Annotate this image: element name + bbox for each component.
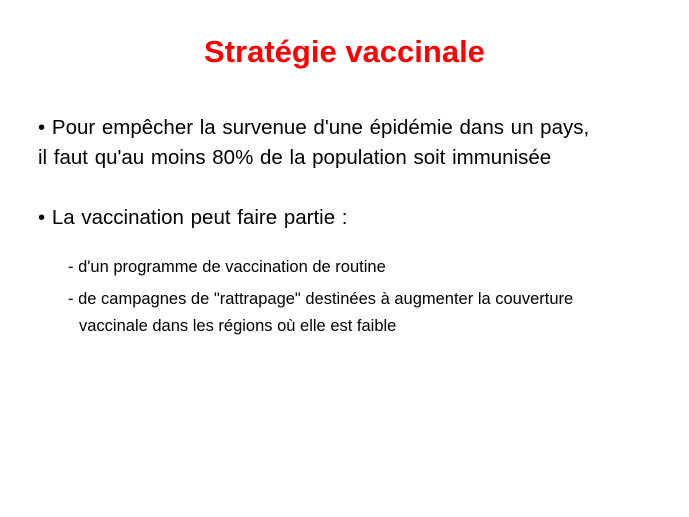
- bullet-text-line2: il faut qu'au moins 80% de la population soit immunisée: [38, 146, 552, 169]
- bullet-marker: •: [38, 116, 46, 139]
- sub-item-routine-program: [68, 254, 678, 281]
- sub-item-catch-up-campaigns: [68, 286, 678, 340]
- bullet-item-herd-immunity: [38, 113, 678, 173]
- bullet-text-line1: Pour empêcher la survenue d'une épidémie dans un pays,: [51, 116, 590, 139]
- bullet-text-line1: La vaccination peut faire partie :: [51, 206, 348, 229]
- bullet-marker: •: [38, 206, 46, 229]
- sub-item-text-line2: vaccinale dans les régions où elle est faible: [79, 317, 397, 335]
- slide-title-text: Stratégie vaccinale: [204, 34, 485, 69]
- sub-item-marker: -: [68, 290, 74, 308]
- sub-item-text-line1: de campagnes de "rattrapage" destinées à augmenter la couverture: [78, 290, 574, 308]
- bullet-item-vaccination-part: [38, 203, 678, 233]
- sub-item-marker: -: [68, 258, 74, 276]
- slide-title: [0, 32, 689, 72]
- sub-item-text-line1: d'un programme de vaccination de routine: [78, 258, 386, 276]
